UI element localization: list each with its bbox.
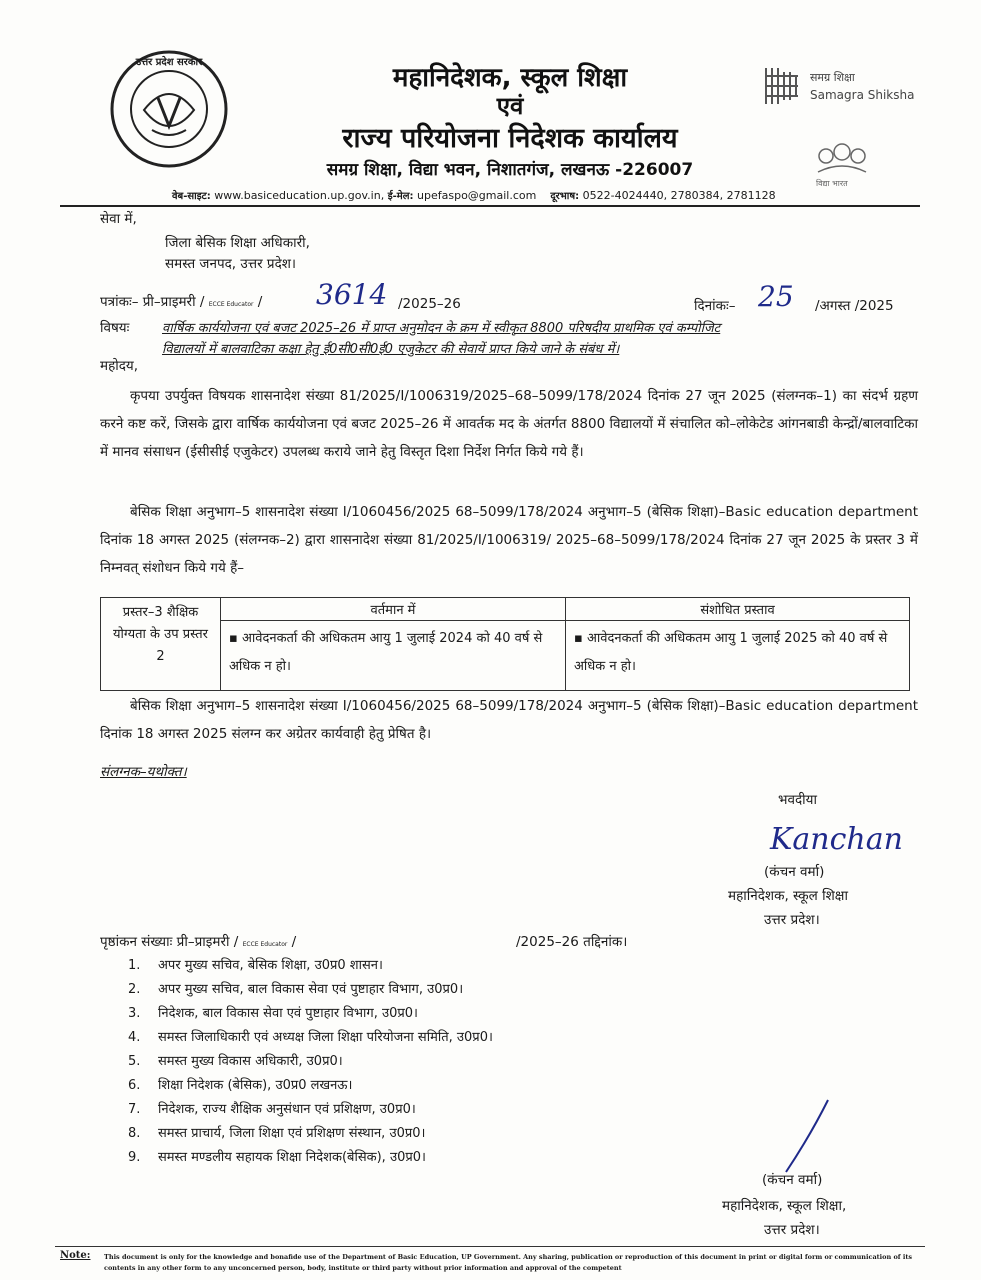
recipient-line1: जिला बेसिक शिक्षा अधिकारी, bbox=[165, 235, 310, 251]
table-col3-body bbox=[566, 621, 910, 691]
signature-2-stroke bbox=[780, 1096, 840, 1176]
header-line2: एवं bbox=[496, 92, 524, 120]
vidya-logo-text: विद्या भारत bbox=[816, 179, 848, 188]
table-col3-head-text: संशोधित प्रस्ताव bbox=[700, 603, 775, 618]
list-item: 2. अपर मुख्य सचिव, बाल विकास सेवा एवं पुष्टाहार विभाग, उ0प्र0। bbox=[128, 982, 464, 997]
subject-text1: वार्षिक कार्ययोजना एवं बजट 2025–26 में प्राप्त अनुमोदन के क्रम में स्वीकृत 8800 परिषदीय प्राथमिक एवं कम्पोजिट bbox=[162, 321, 721, 336]
table-col2-body bbox=[221, 621, 566, 691]
sign2-name: (कंचन वर्मा) bbox=[762, 1172, 823, 1188]
enclosure: संलग्नक–यथोक्त। bbox=[100, 764, 187, 780]
paragraph-2-text: बेसिक शिक्षा अनुभाग–5 शासनादेश संख्या I/1060456/2025 68–5099/178/2024 अनुभाग–5 (बेसिक शिक्षा)–Basic education department दिनांक 18 अगस्त 2025 (संलग्नक–2) द्वारा शासनादेश संख्या 81/2025/I/1006319/ 2025–68–5099/178/2024 दिनांक 27 जून 2025 के प्रस्तर 3 में निम्नवत् संशोधन किये गये हैं– bbox=[100, 504, 918, 576]
paragraph-2 bbox=[100, 498, 918, 582]
ref-slash: / bbox=[257, 294, 263, 310]
list-item: 5. समस्त मुख्य विकास अधिकारी, उ0प्र0। bbox=[128, 1054, 343, 1069]
endorsement-slash: / bbox=[291, 934, 297, 950]
amendment-table bbox=[100, 597, 910, 691]
endorsement-ecce: ECCE Educator bbox=[242, 941, 288, 948]
samagra-logo bbox=[762, 64, 802, 108]
table-col3-body-text: ▪ आवेदनकर्ता की अधिकतम आयु 1 जुलाई 2025 को 40 वर्ष से अधिक न हो। bbox=[574, 631, 888, 674]
logo-text: उत्तर प्रदेश सरकार bbox=[135, 57, 203, 68]
subject-label: विषयः bbox=[100, 320, 130, 336]
header-divider bbox=[60, 205, 920, 207]
paragraph-3 bbox=[100, 692, 918, 748]
samagra-hi: समग्र शिक्षा bbox=[810, 71, 855, 84]
note-label: Note: bbox=[60, 1250, 91, 1261]
table-col3-head bbox=[566, 598, 910, 621]
list-item: 1. अपर मुख्य सचिव, बेसिक शिक्षा, उ0प्र0 शासन। bbox=[128, 958, 383, 973]
ecce-small: ECCE Educator bbox=[208, 301, 254, 308]
endorsement-line bbox=[100, 932, 920, 950]
salutation: महोदय, bbox=[100, 358, 139, 374]
ref-number: 3614 bbox=[316, 278, 388, 311]
note-divider bbox=[55, 1246, 925, 1247]
subject-text2: विद्यालयों में बालवाटिका कक्षा हेतु ई0सी0सी0ई0 एजुकेटर की सेवायें प्राप्त किये जाने के संबंध में। bbox=[162, 342, 620, 357]
table-col1 bbox=[101, 598, 221, 691]
website: www.basiceducation.up.gov.in, bbox=[214, 189, 385, 202]
table-col2-head bbox=[221, 598, 566, 621]
endorsement-label: पृष्ठांकन संख्याः प्री–प्राइमरी / bbox=[100, 934, 239, 950]
phone: 0522-4024440, 2780384, 2781128 bbox=[582, 189, 776, 202]
dinank-label: दिनांकः– bbox=[694, 298, 736, 314]
paragraph-1 bbox=[100, 382, 918, 466]
seva-me: सेवा में, bbox=[100, 211, 137, 227]
samagra-en: Samagra Shiksha bbox=[810, 88, 915, 102]
header-line3: राज्य परियोजना निदेशक कार्यालय bbox=[342, 123, 678, 154]
list-item: 4. समस्त जिलाधिकारी एवं अध्यक्ष जिला शिक्षा परियोजना समिति, उ0प्र0। bbox=[128, 1030, 493, 1045]
endorsement-list bbox=[128, 954, 848, 1170]
ref-line bbox=[100, 292, 920, 318]
up-govt-logo bbox=[108, 48, 230, 170]
list-item: 9. समस्त मण्डलीय सहायक शिक्षा निदेशक(बेसिक), उ0प्र0। bbox=[128, 1150, 426, 1165]
sign1-name: (कंचन वर्मा) bbox=[764, 864, 825, 880]
ref-year: /2025–26 bbox=[398, 296, 461, 312]
list-item: 3. निदेशक, बाल विकास सेवा एवं पुष्टाहार विभाग, उ0प्र0। bbox=[128, 1006, 418, 1021]
sign1-designation: महानिदेशक, स्कूल शिक्षा bbox=[728, 888, 848, 904]
table-col2-body-text: ▪ आवेदनकर्ता की अधिकतम आयु 1 जुलाई 2024 को 40 वर्ष से अधिक न हो। bbox=[229, 631, 543, 674]
patrank-label: पत्रांकः– प्री–प्राइमरी / bbox=[100, 294, 205, 310]
note-text: This document is only for the knowledge and bonafide use of the Department of Basic Education, UP Government. Any sharing, publication or reproduction of this document in print or digital form or communication of its contents in any other form to any unconcerned person, body, institute or third party without prior information and approval of the competent bbox=[104, 1253, 912, 1272]
email: upefaspo@gmail.com bbox=[417, 189, 537, 202]
recipient-line2: समस्त जनपद, उत्तर प्रदेश। bbox=[165, 256, 297, 272]
date-number: 25 bbox=[758, 280, 794, 313]
header-line1: महानिदेशक, स्कूल शिक्षा bbox=[392, 63, 628, 93]
contact-line bbox=[172, 188, 892, 202]
table-col2-head-text: वर्तमान में bbox=[370, 603, 416, 618]
website-label: वेब-साइट: bbox=[172, 191, 211, 202]
bhavdiya: भवदीया bbox=[778, 792, 817, 808]
list-item: 8. समस्त प्राचार्य, जिला शिक्षा एवं प्रशिक्षण संस्थान, उ0प्र0। bbox=[128, 1126, 426, 1141]
phone-label: दूरभाष: bbox=[550, 191, 580, 202]
list-item: 7. निदेशक, राज्य शैक्षिक अनुसंधान एवं प्रशिक्षण, उ0प्र0। bbox=[128, 1102, 416, 1117]
endorsement-tail: /2025–26 तद्दिनांक। bbox=[516, 934, 628, 950]
table-col1-text: प्रस्तर–3 शैक्षिक योग्यता के उप प्रस्तर 2 bbox=[113, 605, 208, 664]
header-address: समग्र शिक्षा, विद्या भवन, निशातगंज, लखनऊ -226007 bbox=[326, 160, 694, 180]
sign2-designation: महानिदेशक, स्कूल शिक्षा, bbox=[722, 1198, 847, 1214]
signature-1: Kanchan bbox=[770, 822, 903, 857]
list-item: 6. शिक्षा निदेशक (बेसिक), उ0प्र0 लखनऊ। bbox=[128, 1078, 353, 1093]
ref-month: /अगस्त /2025 bbox=[815, 298, 894, 314]
paragraph-3-text: बेसिक शिक्षा अनुभाग–5 शासनादेश संख्या I/1060456/2025 68–5099/178/2024 अनुभाग–5 (बेसिक शिक्षा)–Basic education department दिनांक 18 अगस्त 2025 संलग्न कर अग्रेतर कार्यवाही हेतु प्रेषित है। bbox=[100, 698, 918, 742]
email-label: ई-मेल: bbox=[387, 191, 414, 202]
vidya-logo bbox=[812, 138, 872, 178]
sign2-state: उत्तर प्रदेश। bbox=[764, 1222, 820, 1238]
paragraph-1-text: कृपया उपर्युक्त विषयक शासनादेश संख्या 81/2025/I/1006319/2025–68–5099/178/2024 दिनांक 27 जून 2025 (संलग्नक–1) का संदर्भ ग्रहण करने कष्ट करें, जिसके द्वारा वार्षिक कार्ययोजना एवं बजट 2025–26 में आवर्तक मद के अंतर्गत 8800 विद्यालयों में संचालित को–लोकेटेड आंगनबाडी केन्द्रों/बालवाटिका में मानव संसाधन (ईसीसीई एजुकेटर) उपलब्ध कराये जाने हेतु विस्तृत दिशा निर्देश निर्गत किये गये हैं। bbox=[100, 388, 918, 460]
sign1-state: उत्तर प्रदेश। bbox=[764, 912, 820, 928]
